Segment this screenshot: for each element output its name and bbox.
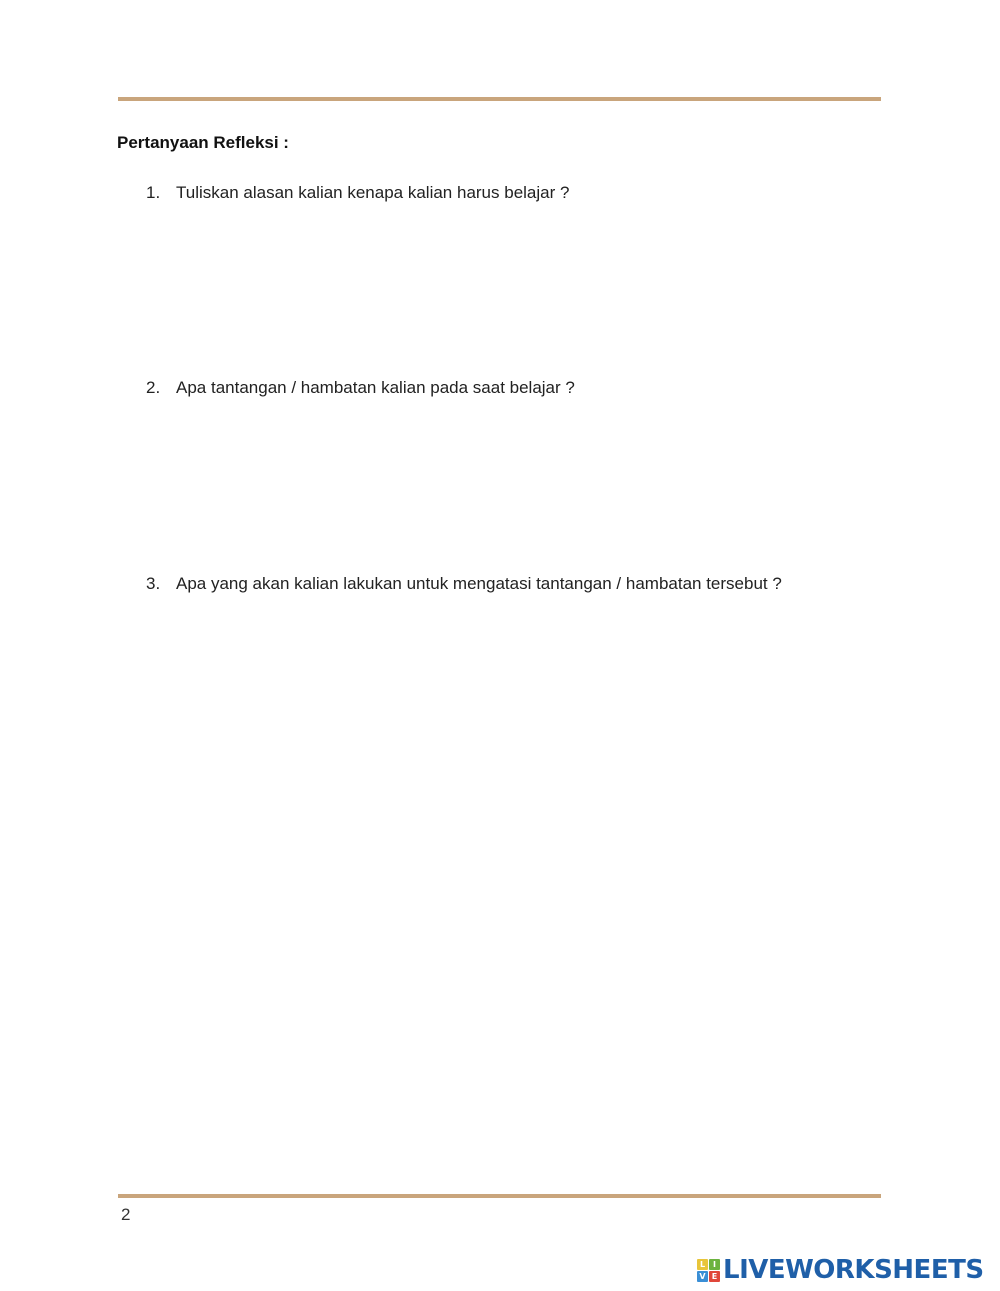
brand-name: LIVEWORKSHEETS [723, 1255, 984, 1285]
liveworksheets-logo-icon [697, 1259, 720, 1282]
logo-tile: I [709, 1259, 720, 1270]
page-number: 2 [121, 1205, 131, 1224]
logo-tile: V [697, 1271, 708, 1282]
question-text: Apa tantangan / hambatan kalian pada saat belajar ? [176, 378, 575, 397]
question-3 [146, 574, 782, 594]
question-number: 1. [146, 183, 161, 202]
liveworksheets-logo[interactable] [697, 1256, 984, 1284]
question-number: 2. [146, 378, 161, 397]
question-2 [146, 378, 575, 398]
logo-tile: L [697, 1259, 708, 1270]
page-title: Pertanyaan Refleksi : [117, 133, 289, 152]
logo-tile: E [709, 1271, 720, 1282]
question-text: Tuliskan alasan kalian kenapa kalian harus belajar ? [176, 183, 570, 202]
question-text: Apa yang akan kalian lakukan untuk mengatasi tantangan / hambatan tersebut ? [176, 574, 782, 593]
top-divider [118, 97, 881, 101]
question-1 [146, 183, 569, 203]
bottom-divider [118, 1194, 881, 1198]
question-number: 3. [146, 574, 161, 593]
